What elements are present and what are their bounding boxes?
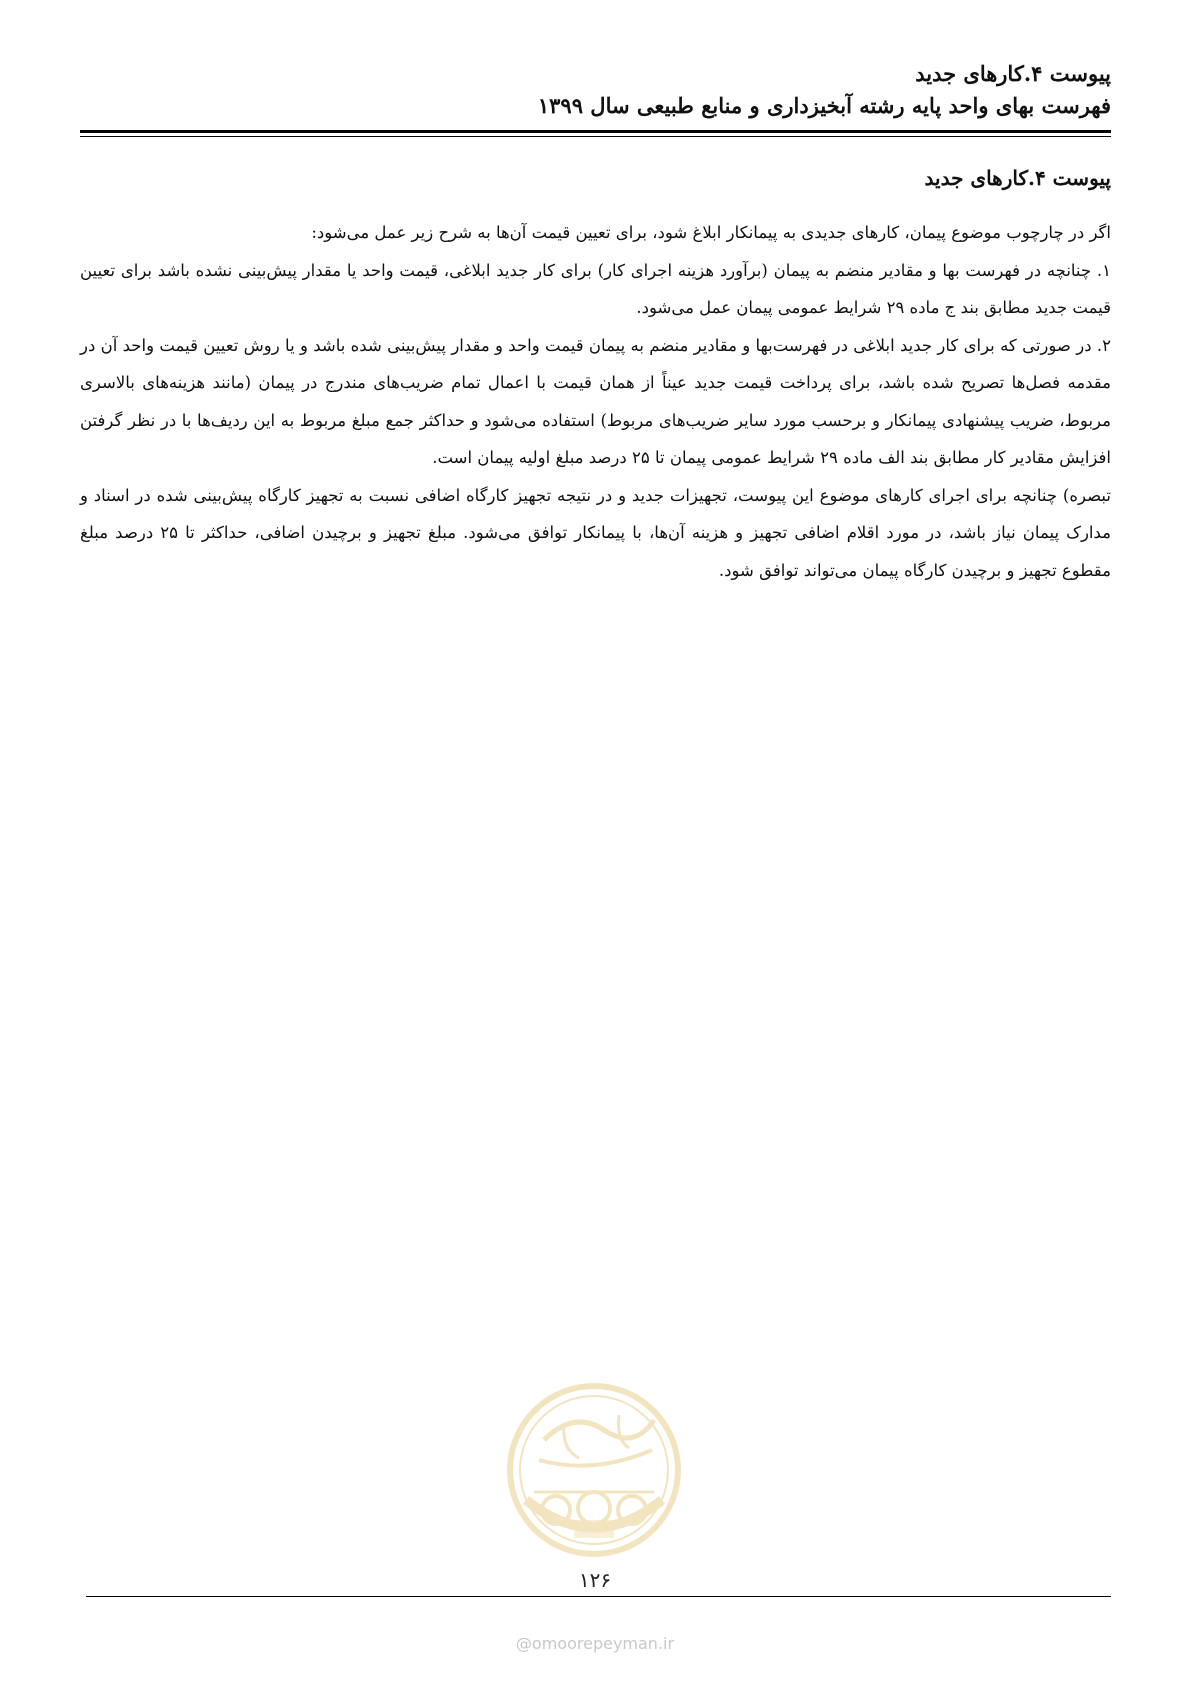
header-rule-thick <box>80 130 1111 133</box>
section-title: پیوست ۴.کارهای جدید <box>924 166 1111 190</box>
page-header <box>80 58 1111 122</box>
header-rule-thin <box>80 136 1111 137</box>
watermark-seal-icon <box>504 1380 684 1560</box>
footer-rule <box>86 1596 1111 1597</box>
intro-paragraph: اگر در چارچوب موضوع پیمان، کارهای جدیدی به پیمانکار ابلاغ شود، برای تعیین قیمت آن‌ها به شرح زیر عمل می‌شود: <box>311 223 1111 242</box>
note-paragraph: تبصره) چنانچه برای اجرای کارهای موضوع این پیوست، تجهیزات جدید و در نتیجه تجهیز کارگاه اضافی نسبت به تجهیز کارگاه پیش‌بینی شده در اسناد و مدارک پیمان نیاز باشد، در مورد اقلام اضافی تجهیز و هزینه آن‌ها، با پیمانکار توافق می‌شود. مبلغ تجهیز و برچیدن اضافی، حداکثر تا ۲۵ درصد مبلغ مقطوع تجهیز و برچیدن کارگاه پیمان می‌تواند توافق شود. <box>80 485 1111 580</box>
page-number: ۱۲۶ <box>578 1568 612 1592</box>
page-content <box>80 162 1111 589</box>
header-appendix-title: پیوست ۴.کارهای جدید <box>915 61 1111 86</box>
clause-1-paragraph: ۱. چنانچه در فهرست بها و مقادیر منضم به پیمان (برآورد هزینه اجرای کار) برای کار جدید ابلاغی، قیمت واحد یا مقدار پیش‌بینی نشده باشد برای تعیین قیمت جدید مطابق بند ج ماده ۲۹ شرایط عمومی پیمان عمل می‌شود. <box>80 260 1111 317</box>
clause-2-paragraph: ۲. در صورتی که برای کار جدید ابلاغی در فهرست‌بها و مقادیر منضم به پیمان قیمت واحد و مقدار پیش‌بینی شده باشد و یا روش تعیین قیمت واحد آن در مقدمه فصل‌ها تصریح شده باشد، برای پرداخت قیمت جدید عیناً از همان قیمت با اعمال تمام ضریب‌های مندرج در پیمان (مانند هزینه‌های بالاسری مربوط، ضریب پیشنهادی پیمانکار و برحسب مورد سایر ضریب‌های مربوط) استفاده می‌شود و حداکثر جمع مبلغ مربوط به این ردیف‌ها با در نظر گرفتن افزایش مقادیر کار مطابق بند الف ماده ۲۹ شرایط عمومی پیمان تا ۲۵ درصد مبلغ اولیه پیمان است. <box>80 335 1111 467</box>
website-watermark: @omoorepeyman.ir <box>515 1634 675 1653</box>
header-document-title: فهرست بهای واحد پایه رشته آبخیزداری و منابع طبیعی سال ۱۳۹۹ <box>537 93 1111 118</box>
